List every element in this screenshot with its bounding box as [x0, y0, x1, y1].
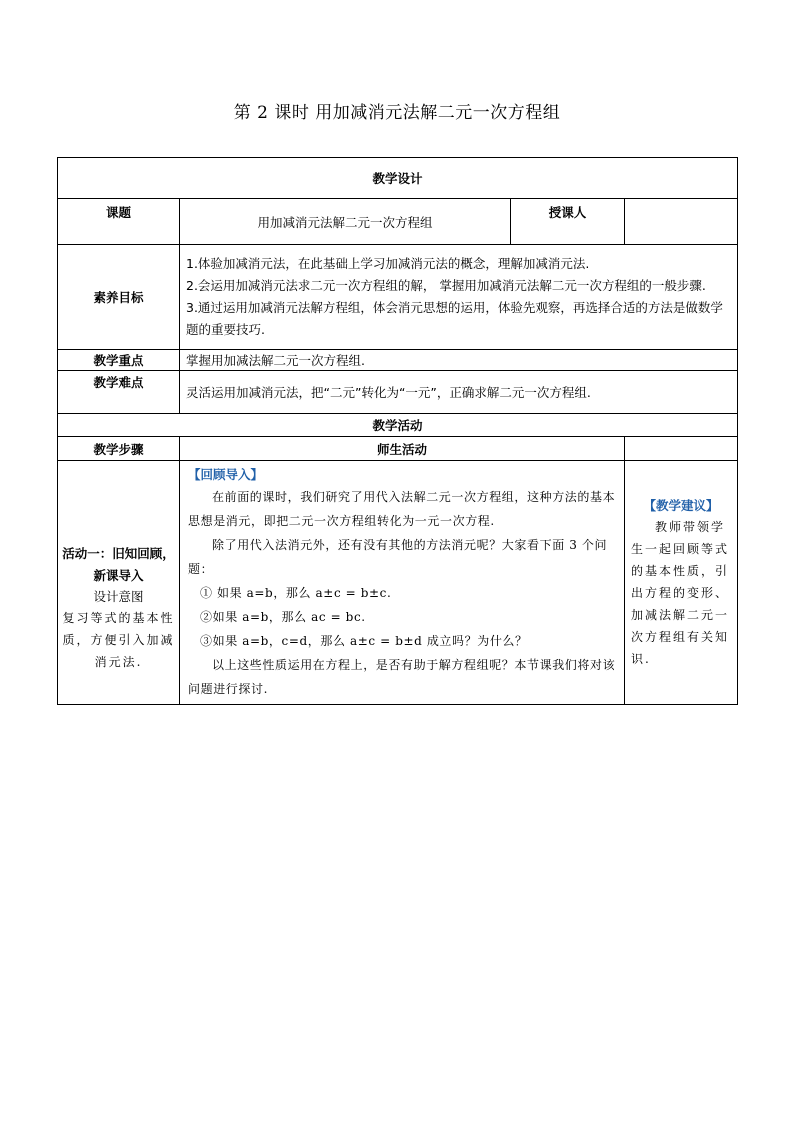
goal-item-2: 2.会运用加减消元法求二元一次方程组的解， 掌握用加减消元法解二元一次方程组的一般步骤. [186, 278, 706, 293]
activity1-para1: 在前面的课时，我们研究了用代入法解二元一次方程组，这种方法的基本思想是消元，即把二元一次方程组转化为一元一次方程. [188, 489, 616, 528]
activity1-step-cell [58, 461, 180, 705]
goal-item-3: 3.通过运用加减消元法解方程组，体会消元思想的运用，体验先观察，再选择合适的方法是做数学题的重要技巧. [186, 300, 723, 337]
teacher-value [625, 199, 738, 245]
topic-value: 用加减消元法解二元一次方程组 [180, 199, 511, 245]
activities-title: 教学活动 [58, 414, 738, 437]
key-point-value: 掌握用加减法解二元一次方程组. [180, 350, 738, 371]
key-point-label: 教学重点 [58, 350, 180, 371]
difficulty-value: 灵活运用加减消元法，把“二元”转化为“一元”，正确求解二元一次方程组. [180, 371, 738, 414]
topic-label: 课题 [58, 199, 180, 245]
teaching-suggestion-text: 教师带领学生一起回顾等式的基本性质，引出方程的变形、加减法解二元一次方程组有关知识. [631, 519, 730, 666]
steps-label: 教学步骤 [58, 437, 180, 461]
question-3: ③如果 a=b，c=d，那么 a±c = b±d 成立吗？为什么？ [200, 633, 528, 648]
question-1: ① 如果 a=b，那么 a±c = b±c. [200, 585, 392, 600]
intent-label: 设计意图 [93, 588, 144, 604]
activity1-para2: 除了用代入法消元外，还有没有其他的方法消元呢？大家看下面 3 个问题： [188, 537, 608, 576]
suggest-column-header [625, 437, 738, 461]
activity1-content-cell [180, 461, 625, 705]
activity-column-label: 师生活动 [180, 437, 625, 461]
teaching-suggestion-tag: 【教学建议】 [643, 497, 719, 513]
goals-label: 素养目标 [58, 245, 180, 350]
question-2: ②如果 a=b，那么 ac = bc. [200, 609, 366, 624]
goal-item-1: 1.体验加减消元法，在此基础上学习加减消元法的概念，理解加减消元法. [186, 256, 590, 271]
document-title: 第 2 课时 用加减消元法解二元一次方程组 [233, 103, 561, 123]
goals-text [180, 245, 738, 350]
activity1-suggest-cell [625, 461, 738, 705]
teacher-label: 授课人 [511, 199, 625, 245]
design-title: 教学设计 [58, 158, 738, 199]
difficulty-label: 教学难点 [58, 371, 180, 414]
lesson-plan-table [57, 157, 738, 705]
review-intro-tag: 【回顾导入】 [188, 466, 264, 482]
activity1-para3: 以上这些性质运用在方程上，是否有助于解方程组呢？本节课我们将对该问题进行探讨. [188, 657, 616, 696]
activity1-title: 活动一：旧知回顾，新课导入 [62, 545, 175, 583]
intent-text: 复习等式的基本性质，方便引入加减消元法. [62, 610, 175, 669]
